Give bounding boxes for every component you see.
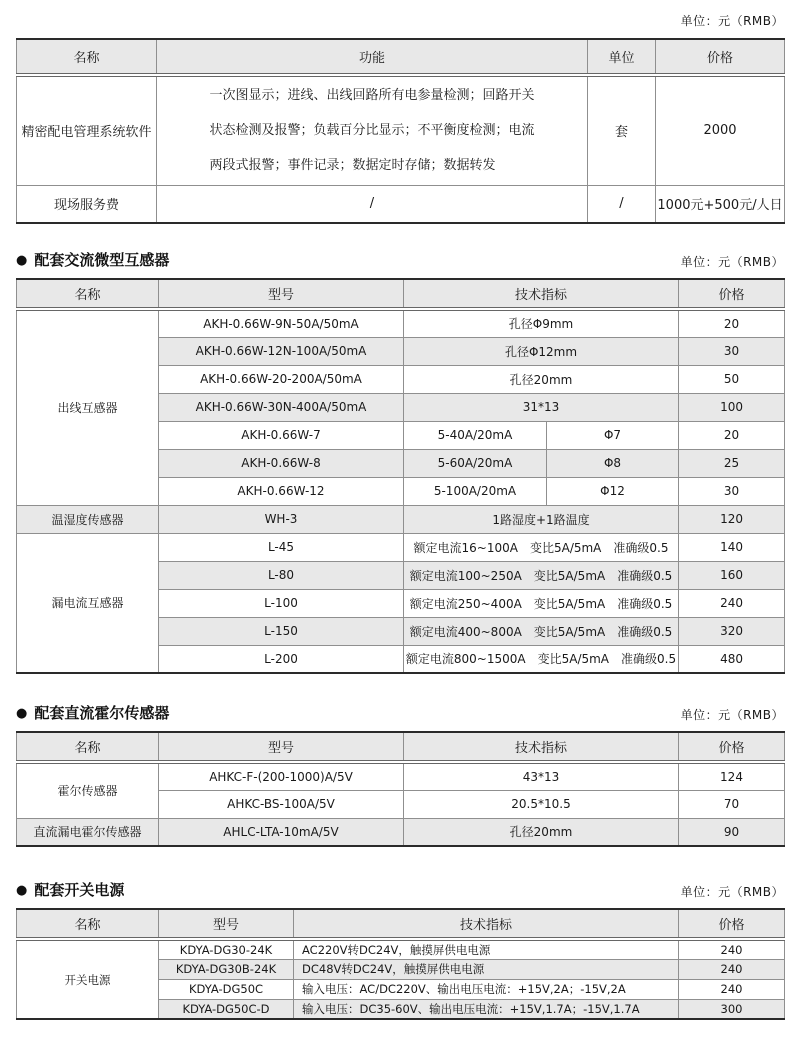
table-row — [17, 505, 785, 533]
cell-tech-range: 5-40A/20mA — [404, 421, 547, 449]
cell-price: 90 — [679, 818, 785, 846]
section-title — [16, 702, 169, 723]
cell-tech: 孔径20mm — [404, 365, 679, 393]
table-row — [17, 818, 785, 846]
cell-name: 精密配电管理系统软件 — [17, 75, 157, 185]
cell-tech: 额定电流250~400A 变比5A/5mA 准确级0.5 — [404, 589, 679, 617]
cell-model: AKH-0.66W-20-200A/50mA — [159, 365, 404, 393]
table-header-row — [17, 39, 785, 75]
cell-model: KDYA-DG30B-24K — [159, 959, 294, 979]
col-header-price: 价格 — [679, 732, 785, 762]
bullet-icon: ● — [16, 706, 28, 721]
cell-price: 2000 — [656, 75, 785, 185]
section-title-text: 配套直流霍尔传感器 — [34, 704, 170, 722]
cell-price: 140 — [679, 533, 785, 561]
cell-price: 240 — [679, 939, 785, 959]
cell-group-name: 温湿度传感器 — [17, 505, 159, 533]
cell-price: 160 — [679, 561, 785, 589]
col-header-price: 价格 — [679, 909, 785, 939]
col-header-function: 功能 — [157, 39, 588, 75]
cell-model: AKH-0.66W-12 — [159, 477, 404, 505]
cell-price: 100 — [679, 393, 785, 421]
cell-model: AKH-0.66W-9N-50A/50mA — [159, 309, 404, 337]
cell-price: 50 — [679, 365, 785, 393]
cell-model: AHLC-LTA-10mA/5V — [159, 818, 404, 846]
cell-model: L-200 — [159, 645, 404, 673]
col-header-tech: 技术指标 — [404, 732, 679, 762]
cell-model: AKH-0.66W-8 — [159, 449, 404, 477]
cell-group-name: 直流漏电霍尔传感器 — [17, 818, 159, 846]
section-title — [16, 249, 169, 270]
cell-tech-diameter: Φ8 — [547, 449, 679, 477]
cell-group-name: 漏电流互感器 — [17, 533, 159, 673]
cell-model: KDYA-DG50C — [159, 979, 294, 999]
cell-model: L-80 — [159, 561, 404, 589]
section-title-text: 配套开关电源 — [34, 881, 125, 899]
function-text-block — [209, 78, 534, 183]
dc-hall-sensor-price-table — [16, 731, 785, 847]
section-title-text: 配套交流微型互感器 — [34, 251, 170, 269]
cell-price: 240 — [679, 959, 785, 979]
unit-label: 单位：元（RMB） — [680, 885, 784, 899]
table-header-row — [17, 909, 785, 939]
cell-unit: 套 — [588, 75, 656, 185]
cell-model: AHKC-F-(200-1000)A/5V — [159, 762, 404, 790]
bullet-icon: ● — [16, 253, 28, 268]
section-header-dc-hall-sensors — [16, 702, 784, 723]
cell-tech: 额定电流16~100A 变比5A/5mA 准确级0.5 — [404, 533, 679, 561]
cell-price: 70 — [679, 790, 785, 818]
cell-tech-diameter: Φ7 — [547, 421, 679, 449]
cell-model: WH-3 — [159, 505, 404, 533]
col-header-unit: 单位 — [588, 39, 656, 75]
cell-tech: 输入电压：DC35-60V、输出电压电流：+15V,1.7A；-15V,1.7A — [294, 999, 679, 1019]
cell-tech: 31*13 — [404, 393, 679, 421]
function-line: 两段式报警；事件记录；数据定时存储；数据转发 — [209, 158, 496, 174]
function-line: 一次图显示；进线、出线回路所有电参量检测；回路开关 — [209, 88, 535, 104]
cell-price: 320 — [679, 617, 785, 645]
switching-power-price-table — [16, 908, 785, 1020]
cell-model: AKH-0.66W-30N-400A/50mA — [159, 393, 404, 421]
cell-tech: 额定电流800~1500A 变比5A/5mA 准确级0.5 — [404, 645, 679, 673]
cell-tech: 孔径Φ12mm — [404, 337, 679, 365]
cell-model: AKH-0.66W-7 — [159, 421, 404, 449]
cell-function: / — [157, 185, 588, 223]
cell-price: 30 — [679, 477, 785, 505]
cell-model: L-100 — [159, 589, 404, 617]
cell-price: 480 — [679, 645, 785, 673]
col-header-tech: 技术指标 — [294, 909, 679, 939]
section-header-ac-transformers — [16, 249, 784, 270]
cell-tech-diameter: Φ12 — [547, 477, 679, 505]
cell-name: 现场服务费 — [17, 185, 157, 223]
cell-model: AHKC-BS-100A/5V — [159, 790, 404, 818]
ac-transformer-price-table — [16, 278, 785, 674]
cell-price: 300 — [679, 999, 785, 1019]
table-row — [17, 75, 785, 185]
cell-price: 1000元+500元/人日 — [656, 185, 785, 223]
cell-price: 20 — [679, 309, 785, 337]
col-header-name: 名称 — [17, 39, 157, 75]
table-header-row — [17, 732, 785, 762]
cell-tech-range: 5-100A/20mA — [404, 477, 547, 505]
cell-tech: 输入电压：AC/DC220V、输出电压电流：+15V,2A；-15V,2A — [294, 979, 679, 999]
cell-price: 124 — [679, 762, 785, 790]
cell-group-name: 开关电源 — [17, 939, 159, 1019]
cell-tech: AC220V转DC24V，触摸屏供电电源 — [294, 939, 679, 959]
unit-label: 单位：元（RMB） — [680, 14, 784, 28]
table-row — [17, 939, 785, 959]
cell-model: AKH-0.66W-12N-100A/50mA — [159, 337, 404, 365]
cell-tech: 43*13 — [404, 762, 679, 790]
cell-price: 240 — [679, 979, 785, 999]
cell-model: L-150 — [159, 617, 404, 645]
col-header-price: 价格 — [679, 279, 785, 309]
cell-tech-range: 5-60A/20mA — [404, 449, 547, 477]
unit-label: 单位：元（RMB） — [680, 255, 784, 269]
cell-price: 120 — [679, 505, 785, 533]
cell-group-name: 出线互感器 — [17, 309, 159, 505]
col-header-price: 价格 — [656, 39, 785, 75]
cell-function — [157, 75, 588, 185]
col-header-model: 型号 — [159, 732, 404, 762]
cell-price: 25 — [679, 449, 785, 477]
software-price-table — [16, 38, 785, 224]
section-header-switching-power — [16, 879, 784, 900]
col-header-name: 名称 — [17, 732, 159, 762]
table-header-row — [17, 279, 785, 309]
cell-tech: 额定电流400~800A 变比5A/5mA 准确级0.5 — [404, 617, 679, 645]
cell-model: KDYA-DG50C-D — [159, 999, 294, 1019]
cell-group-name: 霍尔传感器 — [17, 762, 159, 818]
cell-price: 20 — [679, 421, 785, 449]
cell-unit: / — [588, 185, 656, 223]
col-header-model: 型号 — [159, 909, 294, 939]
cell-tech: 孔径Φ9mm — [404, 309, 679, 337]
table-row — [17, 309, 785, 337]
bullet-icon: ● — [16, 883, 28, 898]
table-row — [17, 762, 785, 790]
cell-price: 30 — [679, 337, 785, 365]
cell-tech: 额定电流100~250A 变比5A/5mA 准确级0.5 — [404, 561, 679, 589]
cell-price: 240 — [679, 589, 785, 617]
col-header-name: 名称 — [17, 279, 159, 309]
cell-tech: DC48V转DC24V，触摸屏供电电源 — [294, 959, 679, 979]
cell-tech: 孔径20mm — [404, 818, 679, 846]
col-header-model: 型号 — [159, 279, 404, 309]
cell-tech: 20.5*10.5 — [404, 790, 679, 818]
section-title — [16, 879, 124, 900]
cell-tech: 1路湿度+1路温度 — [404, 505, 679, 533]
function-line: 状态检测及报警；负载百分比显示；不平衡度检测；电流 — [209, 123, 535, 139]
cell-model: L-45 — [159, 533, 404, 561]
col-header-name: 名称 — [17, 909, 159, 939]
cell-model: KDYA-DG30-24K — [159, 939, 294, 959]
table-row — [17, 533, 785, 561]
table-row — [17, 185, 785, 223]
col-header-tech: 技术指标 — [404, 279, 679, 309]
unit-label: 单位：元（RMB） — [680, 708, 784, 722]
